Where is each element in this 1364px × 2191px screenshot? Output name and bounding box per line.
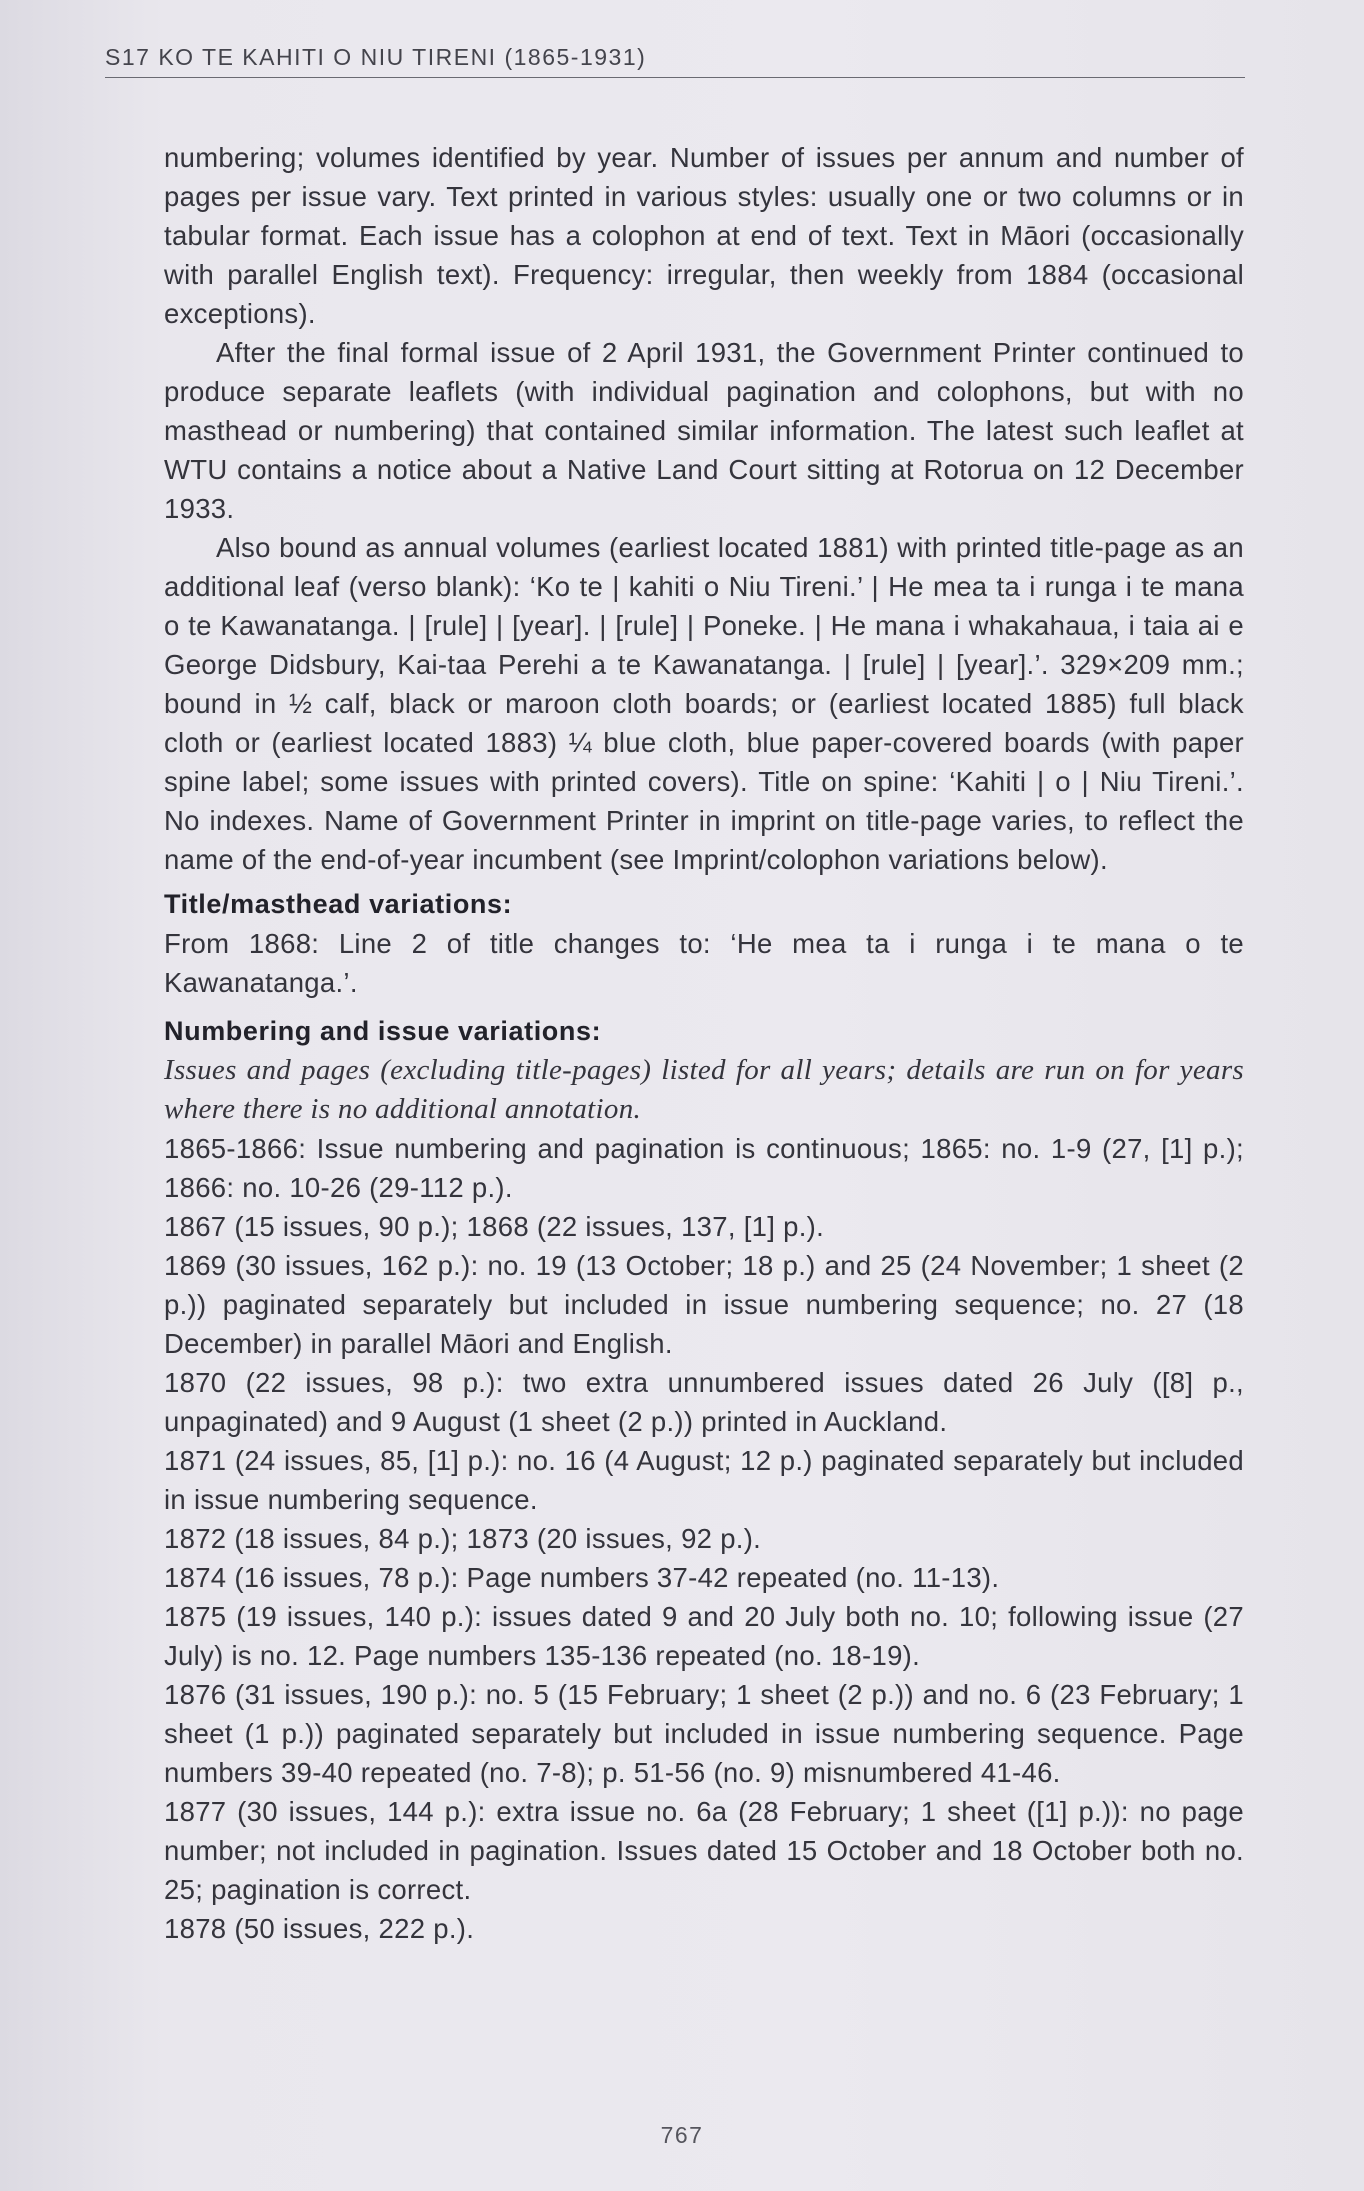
page-number: 767 (660, 2122, 704, 2148)
paragraph-numbering-description: numbering; volumes identified by year. Number of issues per annum and number of pages per issue vary. Text printed in various styles: usually one or two columns or in tabular format. Each issue has a colophon at end of text. Text in Māori (occasionally with parallel English text). Frequency: irregular, then weekly from 1884 (occasional exceptions). (164, 142, 1244, 329)
numbering-entry: 1875 (19 issues, 140 p.): issues dated 9 and 20 July both no. 10; following issue (27 July) is no. 12. Page numbers 135-136 repeated (no. 18-19). (164, 1601, 1244, 1671)
numbering-entry: 1876 (31 issues, 190 p.): no. 5 (15 February; 1 sheet (2 p.)) and no. 6 (23 February; 1 sheet (1 p.)) paginated separately but included in issue numbering sequence. Page numbers 39-40 repeated (no. 7-8); p. 51-56 (no. 9) misnumbered 41-46. (164, 1679, 1244, 1788)
numbering-heading: Numbering and issue variations: (164, 1016, 602, 1046)
numbering-entry: 1874 (16 issues, 78 p.): Page numbers 37-42 repeated (no. 11-13). (164, 1562, 1000, 1593)
paragraph-annual-volumes: Also bound as annual volumes (earliest located 1881) with printed title-page as an additional leaf (verso blank): ‘Ko te | kahiti o Niu Tireni.’ | He mea ta i runga i te mana o te Kawanatanga. | [rule] | [year]. | [rule] | Poneke. | He mana i whakahaua, i taia ai e George Didsbury, Kai-taa Perehi a te Kawanatanga. | [rule] | [year].’. 329×209 mm.; bound in ½ calf, black or maroon cloth boards; or (earliest located 1885) full black cloth or (earliest located 1883) ¼ blue cloth, blue paper-covered boards (with paper spine label; some issues with printed covers). Title on spine: ‘Kahiti | o | Niu Tireni.’. No indexes. Name of Government Printer in imprint on title-page varies, to reflect the name of the end-of-year incumbent (see Imprint/colophon variations below). (164, 532, 1244, 875)
numbering-entry: 1878 (50 issues, 222 p.). (164, 1913, 475, 1944)
numbering-entry: 1865-1866: Issue numbering and pagination is continuous; 1865: no. 1-9 (27, [1] p.); 1866: no. 10-26 (29-112 p.). (164, 1133, 1244, 1203)
numbering-entry: 1870 (22 issues, 98 p.): two extra unnumbered issues dated 26 July ([8] p., unpaginated) and 9 August (1 sheet (2 p.)) printed in Auckland. (164, 1367, 1244, 1437)
paragraph-leaflets: After the final formal issue of 2 April 1931, the Government Printer continued to produce separate leaflets (with individual pagination and colophons, but with no masthead or numbering) that contained similar information. The latest such leaflet at WTU contains a notice about a Native Land Court sitting at Rotorua on 12 December 1933. (164, 337, 1244, 524)
numbering-entry: 1869 (30 issues, 162 p.): no. 19 (13 October; 18 p.) and 25 (24 November; 1 sheet (2 p.)) paginated separately but included in issue numbering sequence; no. 27 (18 December) in parallel Māori and English. (164, 1250, 1244, 1359)
numbering-entry: 1867 (15 issues, 90 p.); 1868 (22 issues, 137, [1] p.). (164, 1211, 825, 1242)
running-head: S17 KO TE KAHITI O NIU TIRENI (1865-1931) (105, 44, 1245, 78)
numbering-entry: 1877 (30 issues, 144 p.): extra issue no. 6a (28 February; 1 sheet ([1] p.)): no page number; not included in pagination. Issues dated 15 October and 18 October both no. 25; pagination is correct. (164, 1796, 1244, 1905)
title-variations-text: From 1868: Line 2 of title changes to: ‘He mea ta i runga i te mana o te Kawanatanga.’. (164, 928, 1244, 998)
numbering-note: Issues and pages (excluding title-pages) listed for all years; details are run on for years where there is no additional annotation. (164, 1054, 1244, 1125)
body-text (164, 138, 1244, 1948)
numbering-entry: 1872 (18 issues, 84 p.); 1873 (20 issues, 92 p.). (164, 1523, 762, 1554)
numbering-entry: 1871 (24 issues, 85, [1] p.): no. 16 (4 August; 12 p.) paginated separately but included in issue numbering sequence. (164, 1445, 1244, 1515)
title-variations-heading: Title/masthead variations: (164, 889, 513, 919)
